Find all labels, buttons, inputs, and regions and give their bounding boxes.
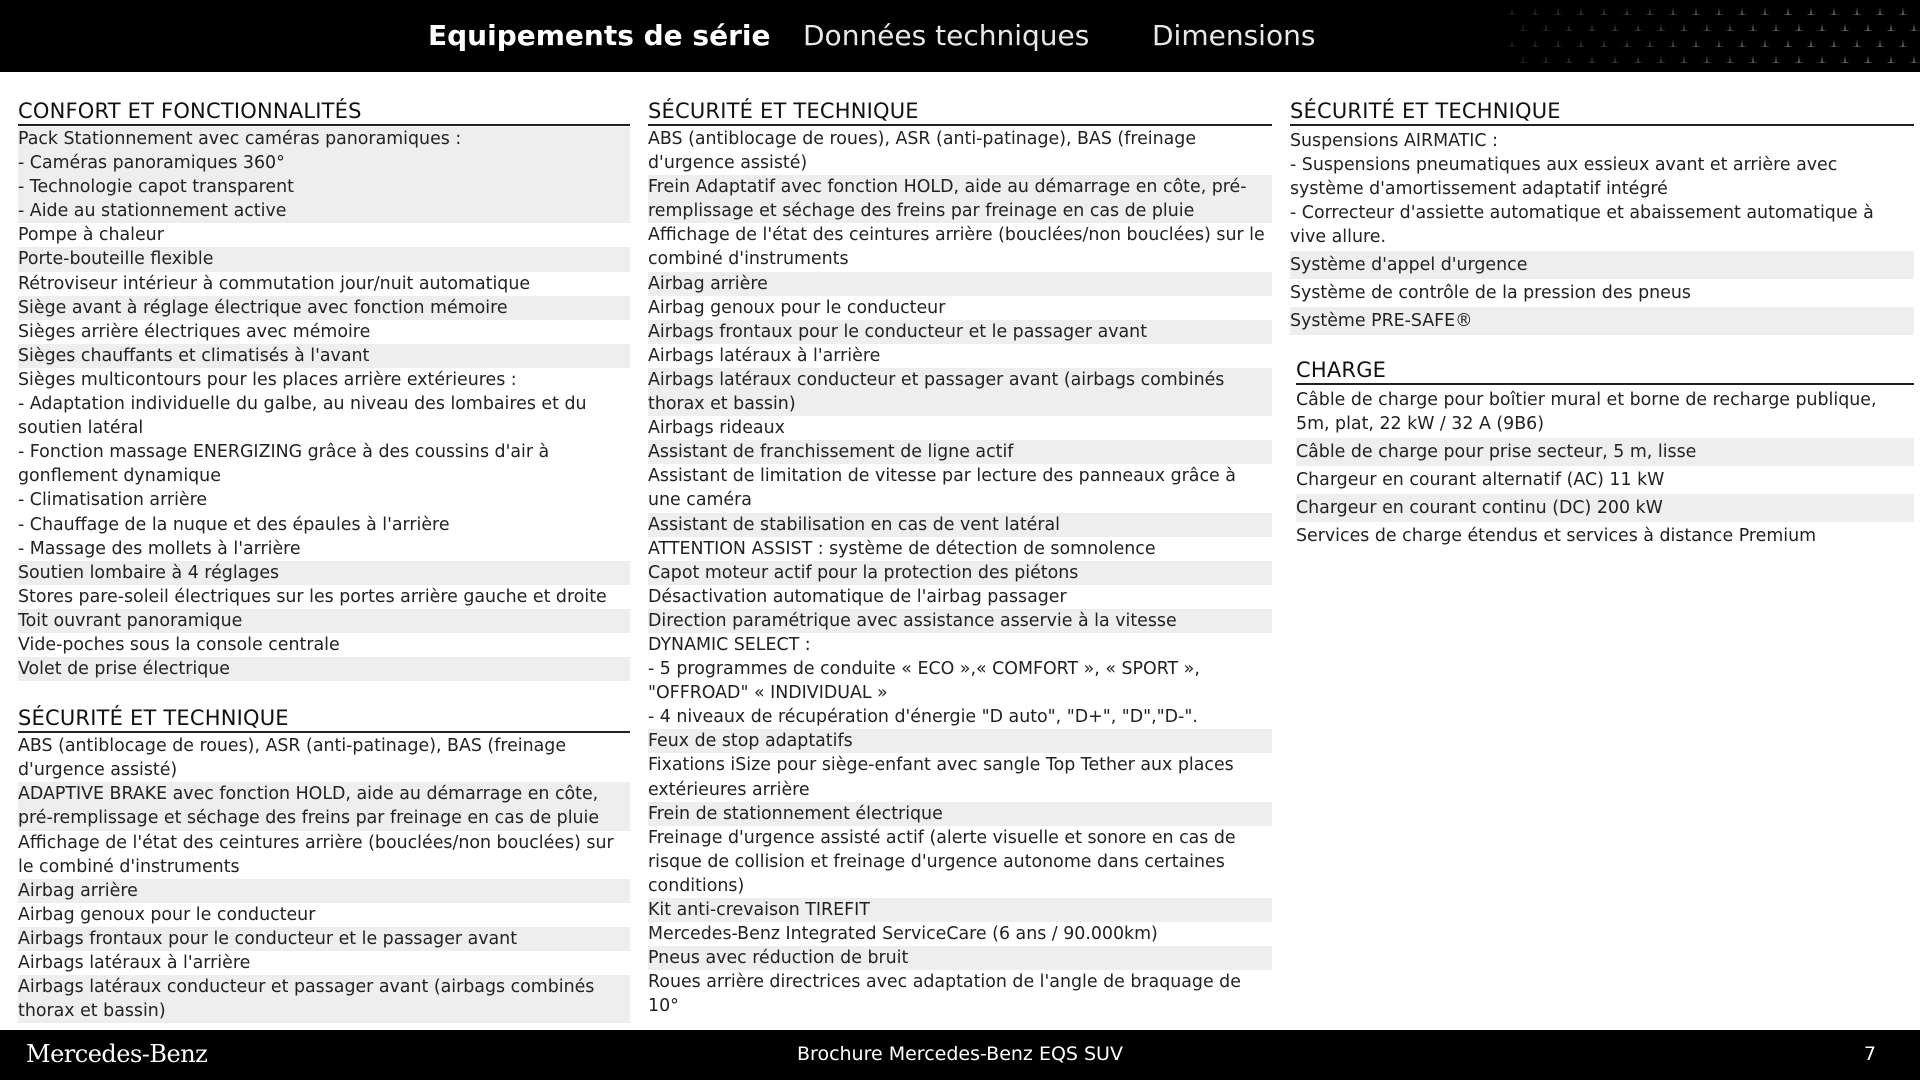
section-title: SÉCURITÉ ET TECHNIQUE — [18, 705, 630, 733]
column-2 — [648, 98, 1272, 1018]
item-list — [18, 734, 630, 1023]
star-glyph — [1656, 55, 1666, 63]
list-item: Chargeur en courant continu (DC) 200 kW — [1296, 494, 1914, 522]
list-item: Pack Stationnement avec caméras panoramiques : - Caméras panoramiques 360° - Technologie capot transparent - Aide au stationnement active — [18, 127, 630, 223]
star-glyph — [1886, 23, 1896, 31]
tab-dimensions[interactable]: Dimensions — [1152, 19, 1316, 52]
star-glyph — [1679, 23, 1689, 31]
star-glyph — [1817, 55, 1827, 63]
star-glyph — [1576, 7, 1586, 15]
star-glyph — [1668, 39, 1678, 47]
star-glyph — [1748, 55, 1758, 63]
section-securite-1 — [18, 705, 630, 1023]
list-item: Fixations iSize pour siège-enfant avec sangle Top Tether aux places extérieures arrière — [648, 755, 1234, 800]
list-item: Sièges chauffants et climatisés à l'avant — [18, 344, 630, 368]
star-glyph — [1645, 39, 1655, 47]
star-glyph — [1599, 39, 1609, 47]
star-glyph — [1829, 39, 1839, 47]
star-glyph — [1507, 39, 1517, 47]
list-item: Porte-bouteille flexible — [18, 247, 630, 271]
list-item: Affichage de l'état des ceintures arrière (bouclées/non bouclées) sur le combiné d'instruments — [648, 225, 1265, 270]
item-list — [18, 127, 630, 681]
list-item: Airbags latéraux à l'arrière — [18, 953, 251, 973]
list-item: Volet de prise électrique — [18, 657, 630, 681]
list-item: Feux de stop adaptatifs — [648, 729, 1272, 753]
star-glyph — [1633, 55, 1643, 63]
star-glyph — [1783, 39, 1793, 47]
list-item: Airbags frontaux pour le conducteur et le passager avant — [18, 927, 630, 951]
star-glyph — [1852, 39, 1862, 47]
star-glyph — [1898, 7, 1908, 15]
star-glyph — [1622, 39, 1632, 47]
star-glyph — [1518, 55, 1528, 63]
star-glyph — [1863, 55, 1873, 63]
star-glyph — [1507, 7, 1517, 15]
star-glyph — [1783, 7, 1793, 15]
item-list — [1296, 386, 1914, 550]
star-glyph — [1714, 39, 1724, 47]
star-glyph — [1806, 39, 1816, 47]
star-glyph — [1553, 7, 1563, 15]
page-number: 7 — [1863, 1043, 1876, 1065]
list-item: DYNAMIC SELECT : - 5 programmes de conduite « ECO »,« COMFORT », « SPORT », "OFFROAD" « INDIVIDUAL » - 4 niveaux de récupération d'énergie "D auto", "D+", "D","D-". — [648, 634, 1200, 728]
star-glyph — [1760, 39, 1770, 47]
section-title: CHARGE — [1296, 357, 1914, 385]
star-glyph — [1541, 55, 1551, 63]
section-title: SÉCURITÉ ET TECHNIQUE — [648, 98, 1272, 126]
list-item: Vide-poches sous la console centrale — [18, 634, 340, 655]
star-glyph — [1691, 7, 1701, 15]
list-item: Système de contrôle de la pression des pneus — [1290, 283, 1691, 303]
star-glyph — [1530, 39, 1540, 47]
star-glyph — [1691, 39, 1701, 47]
star-glyph — [1852, 7, 1862, 15]
list-item: ATTENTION ASSIST : système de détection de somnolence — [648, 538, 1156, 559]
star-glyph — [1679, 55, 1689, 63]
star-glyph — [1633, 23, 1643, 31]
section-securite-2 — [648, 98, 1272, 1018]
list-item: ABS (antiblocage de roues), ASR (anti-patinage), BAS (freinage d'urgence assisté) — [18, 736, 567, 781]
tab-donnees-techniques[interactable]: Données techniques — [803, 19, 1090, 52]
star-glyph — [1875, 7, 1885, 15]
list-item: Airbag arrière — [18, 879, 630, 903]
star-glyph — [1794, 55, 1804, 63]
brochure-title: Brochure Mercedes-Benz EQS SUV — [797, 1043, 1123, 1065]
star-glyph — [1610, 23, 1620, 31]
list-item: ADAPTIVE BRAKE avec fonction HOLD, aide au démarrage en côte, pré-remplissage et séchage des freins par freinage en cas de pluie — [18, 782, 630, 830]
list-item: Affichage de l'état des ceintures arrière (bouclées/non bouclées) sur le combiné d'instruments — [18, 832, 614, 877]
star-glyph — [1610, 55, 1620, 63]
list-item: Airbags frontaux pour le conducteur et le passager avant — [648, 320, 1272, 344]
list-item: Airbags latéraux à l'arrière — [648, 345, 881, 366]
list-item: Freinage d'urgence assisté actif (alerte visuelle et sonore en cas de risque de collision et freinage d'urgence autonome dans certaines conditions) — [648, 827, 1236, 896]
list-item: Services de charge étendus et services à distance Premium — [1296, 526, 1817, 546]
star-glyph — [1587, 55, 1597, 63]
list-item: Stores pare-soleil électriques sur les portes arrière gauche et droite — [18, 586, 607, 607]
list-item: Système d'appel d'urgence — [1290, 251, 1914, 279]
list-item: Système PRE-SAFE® — [1290, 307, 1914, 335]
star-glyph — [1840, 55, 1850, 63]
star-glyph — [1875, 39, 1885, 47]
section-securite-3 — [1290, 98, 1914, 335]
list-item: Airbags latéraux conducteur et passager avant (airbags combinés thorax et bassin) — [648, 368, 1272, 416]
star-glyph — [1530, 7, 1540, 15]
tab-equipements-de-serie[interactable]: Equipements de série — [428, 19, 771, 52]
item-list — [648, 127, 1272, 1018]
list-item: Pneus avec réduction de bruit — [648, 946, 1272, 970]
list-item: Toit ouvrant panoramique — [18, 609, 630, 633]
star-glyph — [1702, 23, 1712, 31]
column-1 — [18, 98, 630, 1023]
star-glyph — [1656, 23, 1666, 31]
star-glyph — [1909, 55, 1919, 63]
list-item: Assistant de limitation de vitesse par lecture des panneaux grâce à une caméra — [648, 466, 1236, 511]
list-item: Capot moteur actif pour la protection des piétons — [648, 561, 1272, 585]
column-3 — [1290, 98, 1914, 550]
star-glyph — [1748, 23, 1758, 31]
list-item: Frein de stationnement électrique — [648, 802, 1272, 826]
list-item: Suspensions AIRMATIC : - Suspensions pneumatiques aux essieux avant et arrière avec système d'amortissement adaptatif intégré - Correcteur d'assiette automatique et abaissement automatique à vive allure. — [1290, 131, 1874, 247]
list-item: Kit anti-crevaison TIREFIT — [648, 898, 1272, 922]
list-item: Sièges multicontours pour les places arrière extérieures : - Adaptation individuelle du galbe, au niveau des lombaires et du soutien latéral - Fonction massage ENERGIZING grâce à des coussins d'air à gonflement dynamique - Climatisation arrière - Chauffage de la nuque et des épaules à l'arrière - Massage des mollets à l'arrière — [18, 369, 587, 559]
star-glyph — [1725, 23, 1735, 31]
star-glyph — [1737, 39, 1747, 47]
star-glyph — [1587, 23, 1597, 31]
star-glyph — [1840, 23, 1850, 31]
star-glyph — [1541, 23, 1551, 31]
star-glyph — [1760, 7, 1770, 15]
list-item: Airbag arrière — [648, 272, 1272, 296]
star-glyph — [1771, 23, 1781, 31]
star-glyph — [1714, 7, 1724, 15]
star-glyph — [1622, 7, 1632, 15]
list-item: Rétroviseur intérieur à commutation jour/nuit automatique — [18, 273, 531, 294]
list-item: Assistant de stabilisation en cas de vent latéral — [648, 513, 1272, 537]
star-glyph — [1702, 55, 1712, 63]
star-glyph — [1668, 7, 1678, 15]
star-glyph — [1576, 39, 1586, 47]
list-item: ABS (antiblocage de roues), ASR (anti-patinage), BAS (freinage d'urgence assisté) — [648, 129, 1197, 174]
section-charge — [1296, 357, 1914, 550]
star-pattern-decoration — [1500, 0, 1920, 72]
list-item: Câble de charge pour prise secteur, 5 m, lisse — [1296, 438, 1914, 466]
star-glyph — [1564, 23, 1574, 31]
list-item: Désactivation automatique de l'airbag passager — [648, 586, 1067, 607]
star-glyph — [1863, 23, 1873, 31]
star-glyph — [1553, 39, 1563, 47]
list-item: Sièges arrière électriques avec mémoire — [18, 321, 371, 342]
star-glyph — [1737, 7, 1747, 15]
list-item: Soutien lombaire à 4 réglages — [18, 561, 630, 585]
brand-logo-text: Mercedes-Benz — [26, 1040, 208, 1068]
star-glyph — [1909, 23, 1919, 31]
star-glyph — [1564, 55, 1574, 63]
star-glyph — [1771, 55, 1781, 63]
list-item: Chargeur en courant alternatif (AC) 11 kW — [1296, 470, 1665, 490]
star-glyph — [1599, 7, 1609, 15]
star-glyph — [1829, 7, 1839, 15]
list-item: Pompe à chaleur — [18, 225, 164, 246]
star-glyph — [1645, 7, 1655, 15]
star-glyph — [1898, 39, 1908, 47]
list-item: Direction paramétrique avec assistance asservie à la vitesse — [648, 609, 1272, 633]
list-item: Frein Adaptatif avec fonction HOLD, aide au démarrage en côte, pré-remplissage et séchage des freins par freinage en cas de pluie — [648, 175, 1272, 223]
section-title: SÉCURITÉ ET TECHNIQUE — [1290, 98, 1914, 126]
section-title: CONFORT ET FONCTIONNALITÉS — [18, 98, 630, 126]
list-item: Siège avant à réglage électrique avec fonction mémoire — [18, 296, 630, 320]
section-confort — [18, 98, 630, 681]
top-nav-bar — [0, 0, 1920, 72]
star-glyph — [1806, 7, 1816, 15]
star-glyph — [1518, 23, 1528, 31]
list-item: Roues arrière directrices avec adaptation de l'angle de braquage de 10° — [648, 972, 1241, 1017]
list-item: Mercedes-Benz Integrated ServiceCare (6 ans / 90.000km) — [648, 924, 1158, 945]
list-item: Airbag genoux pour le conducteur — [18, 904, 316, 925]
star-glyph — [1886, 55, 1896, 63]
footer-bar — [0, 1030, 1920, 1080]
list-item: Câble de charge pour boîtier mural et borne de recharge publique, 5m, plat, 22 kW / 32 A (9B6) — [1296, 390, 1877, 434]
star-glyph — [1725, 55, 1735, 63]
list-item: Assistant de franchissement de ligne actif — [648, 440, 1272, 464]
star-glyph — [1794, 23, 1804, 31]
list-item: Airbag genoux pour le conducteur — [648, 297, 946, 318]
star-glyph — [1817, 23, 1827, 31]
item-list — [1290, 127, 1914, 335]
list-item: Airbags rideaux — [648, 418, 785, 439]
list-item: Airbags latéraux conducteur et passager avant (airbags combinés thorax et bassin) — [18, 975, 630, 1023]
